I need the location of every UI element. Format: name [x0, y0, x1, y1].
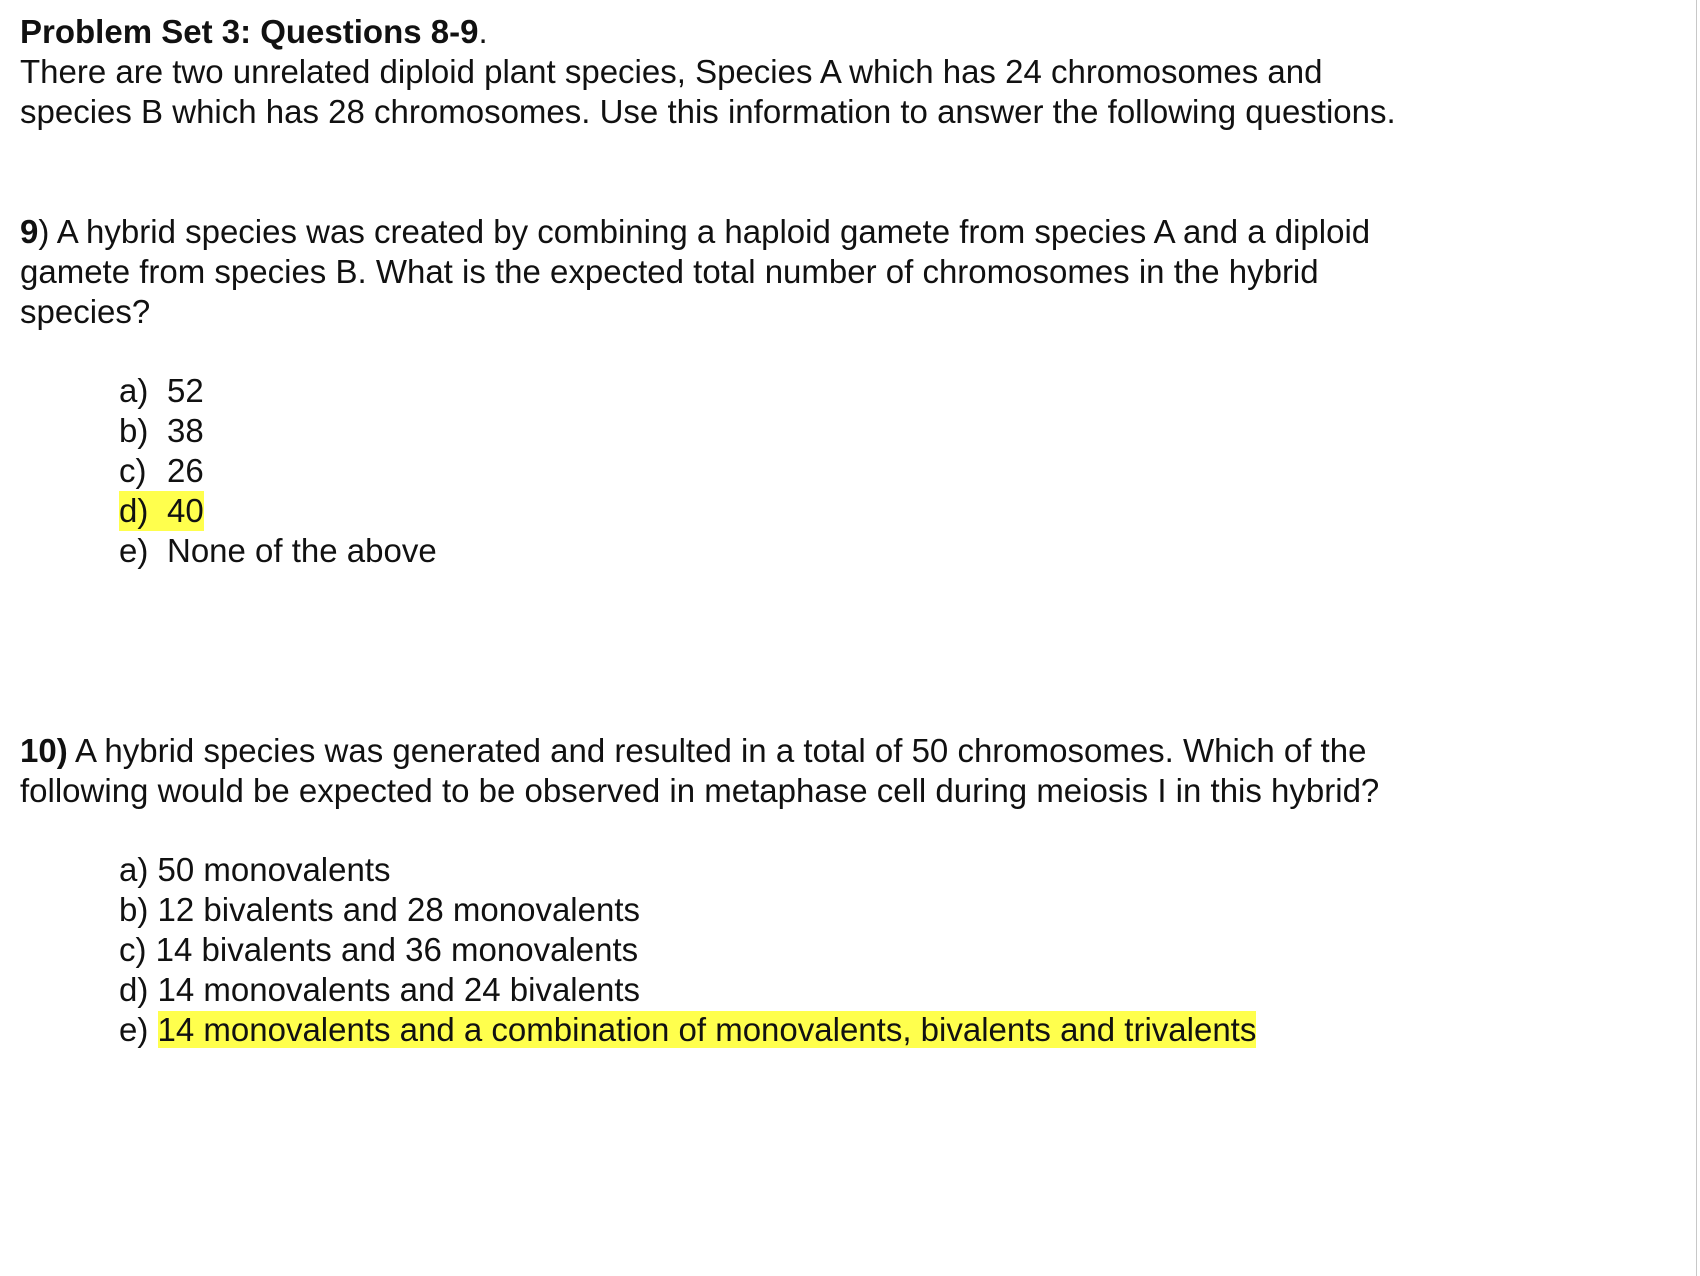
q9-option-d-text: 40	[167, 492, 204, 529]
q10-line-1	[20, 731, 1366, 771]
q9-line-1-text: ) A hybrid species was created by combining a haploid gamete from species A and a diploid	[38, 213, 1371, 250]
q10-number: 10)	[20, 732, 68, 769]
q10-line-1-text: A hybrid species was generated and resulted in a total of 50 chromosomes. Which of the	[67, 732, 1367, 769]
q10-option-b	[119, 890, 640, 930]
q10-option-c-label: c)	[119, 931, 147, 968]
q9-number: 9	[20, 213, 39, 250]
q10-option-a-text: 50 monovalents	[157, 851, 391, 888]
q9-line-3: species?	[20, 293, 151, 330]
q10-option-c-text: 14 bivalents and 36 monovalents	[155, 931, 639, 968]
q10-option-e-label: e)	[119, 1011, 149, 1048]
q10-option-d-text: 14 monovalents and 24 bivalents	[157, 971, 641, 1008]
title-bold: Problem Set 3: Questions 8-9	[20, 13, 479, 50]
q9-line-2: gamete from species B. What is the expected total number of chromosomes in the hybrid	[20, 253, 1319, 290]
q10-option-e	[119, 1010, 1256, 1050]
q9-option-b-label: b)	[119, 412, 149, 449]
page-right-border	[1696, 0, 1697, 1276]
q10-option-a-label: a)	[119, 851, 149, 888]
q9-option-a-label: a)	[119, 372, 149, 409]
q9-option-d-highlighted	[119, 491, 204, 531]
q10-option-d-label: d)	[119, 971, 149, 1008]
q10-option-a	[119, 850, 391, 890]
q10-option-b-label: b)	[119, 891, 149, 928]
q9-option-c	[119, 451, 204, 491]
q9-option-c-text: 26	[167, 452, 204, 489]
q9-option-b	[119, 411, 204, 451]
title-tail: .	[478, 13, 488, 50]
q10-option-b-text: 12 bivalents and 28 monovalents	[157, 891, 641, 928]
q9-option-a-text: 52	[167, 372, 204, 409]
q9-option-e-text: None of the above	[167, 532, 437, 569]
q9-option-c-label: c)	[119, 452, 147, 489]
q9-option-a	[119, 371, 204, 411]
intro-line-1: There are two unrelated diploid plant species, Species A which has 24 chromosomes and	[20, 53, 1323, 90]
q9-option-d-label: d)	[119, 492, 149, 529]
problem-set-title	[20, 12, 488, 52]
q9-option-b-text: 38	[167, 412, 204, 449]
q10-option-e-text-highlighted: 14 monovalents and a combination of monovalents, bivalents and trivalents	[157, 1011, 1257, 1048]
q10-line-2: following would be expected to be observed in metaphase cell during meiosis I in this hybrid?	[20, 772, 1380, 809]
q10-option-d	[119, 970, 640, 1010]
q9-option-e	[119, 531, 437, 571]
intro-line-2: species B which has 28 chromosomes. Use this information to answer the following questions.	[20, 93, 1396, 130]
q10-option-c	[119, 930, 638, 970]
q9-option-e-label: e)	[119, 532, 149, 569]
q9-line-1	[20, 212, 1370, 252]
